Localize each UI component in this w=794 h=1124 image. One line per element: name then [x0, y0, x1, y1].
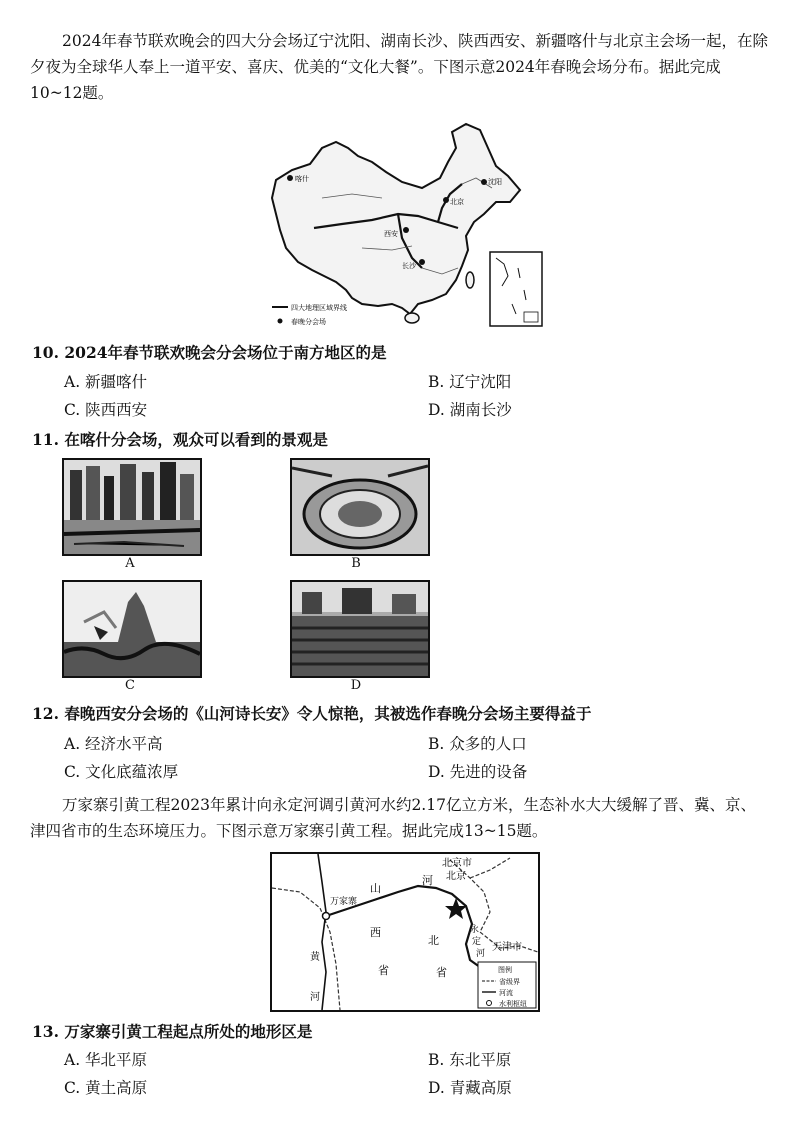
- intro-paragraph-2: 万家寨引黄工程2023年累计向永定河调引黄河水约2.17亿立方米，生态补水大大缓解了晋、冀、京、津四省市的生态环境压力。下图示意万家寨引黄工程。据此完成13~15题。: [30, 796, 756, 840]
- venue-marker-kashgar: [287, 175, 293, 181]
- photo-b-label: B: [351, 556, 361, 571]
- q13-option-a[interactable]: A. 华北平原: [64, 1051, 148, 1069]
- q12-option-d[interactable]: D. 先进的设备: [428, 763, 528, 781]
- svg-text:河: 河: [310, 992, 320, 1003]
- question-10: 10. 2024年春节联欢晚会分会场位于南方地区的是: [32, 343, 387, 362]
- q13-option-c[interactable]: C. 黄土高原: [64, 1079, 148, 1097]
- q10-option-b[interactable]: B. 辽宁沈阳: [428, 373, 512, 391]
- q13-option-b[interactable]: B. 东北平原: [428, 1051, 512, 1069]
- svg-text:黄: 黄: [310, 952, 320, 963]
- svg-text:水利枢纽: 水利枢纽: [499, 1000, 527, 1008]
- place-label-xian: 西安: [384, 230, 398, 238]
- svg-text:省: 省: [436, 966, 447, 979]
- place-label-shenyang: 沈阳: [488, 178, 502, 186]
- svg-text:省级界: 省级界: [499, 978, 520, 986]
- dam-marker: [323, 913, 330, 920]
- question-12: 12. 春晚西安分会场的《山河诗长安》令人惊艳，其被选作春晚分会场主要得益于: [32, 704, 592, 723]
- q12-option-b[interactable]: B. 众多的人口: [428, 735, 527, 753]
- svg-text:山: 山: [370, 882, 381, 895]
- q12-option-a[interactable]: A. 经济水平高: [64, 735, 163, 753]
- q10-option-d[interactable]: D. 湖南长沙: [428, 401, 512, 419]
- label-beijing: 北京: [446, 871, 466, 882]
- svg-text:西: 西: [370, 926, 381, 939]
- legend-boundary-label: 四大地理区域界线: [291, 304, 347, 312]
- svg-text:河: 河: [476, 949, 486, 959]
- question-13: 13. 万家寨引黄工程起点所处的地形区是: [32, 1022, 313, 1041]
- venue-marker-beijing: [443, 197, 449, 203]
- venue-marker-shenyang: [481, 179, 487, 185]
- photo-d-landscape: [290, 580, 430, 678]
- venue-marker-xian: [403, 227, 409, 233]
- photo-d-label: D: [350, 678, 362, 693]
- label-wanjiazhai: 万家寨: [330, 897, 358, 907]
- svg-text:河: 河: [422, 874, 433, 887]
- q10-option-a[interactable]: A. 新疆喀什: [64, 373, 148, 391]
- svg-text:河流: 河流: [499, 989, 513, 997]
- q12-option-c[interactable]: C. 文化底蕴浓厚: [64, 763, 179, 781]
- svg-text:定: 定: [472, 937, 482, 947]
- venue-marker-changsha: [419, 259, 425, 265]
- question-11: 11. 在喀什分会场，观众可以看到的景观是: [32, 430, 328, 449]
- q10-option-c[interactable]: C. 陕西西安: [64, 401, 148, 419]
- svg-text:北: 北: [428, 934, 439, 947]
- q13-option-d[interactable]: D. 青藏高原: [428, 1079, 512, 1097]
- place-label-changsha: 长沙: [402, 262, 416, 270]
- photo-b-landscape: [290, 458, 430, 556]
- label-tianjin: 天津市: [492, 942, 522, 953]
- label-beijing-city: 北京市: [442, 858, 472, 869]
- wanjiazhai-project-map: [270, 852, 540, 1012]
- legend-venue-label: 春晚分会场: [291, 318, 326, 326]
- svg-text:省: 省: [378, 964, 389, 977]
- china-venue-map: [262, 118, 552, 333]
- intro-paragraph-1: 2024年春节联欢晚会的四大分会场辽宁沈阳、湖南长沙、陕西西安、新疆喀什与北京主会场一起，在除夕夜为全球华人奉上一道平安、喜庆、优美的“文化大餐”。下图示意2024年春晚会场分布。据此完成10~12题。: [30, 32, 768, 102]
- svg-text:永: 永: [470, 925, 480, 935]
- photo-c-landscape: [62, 580, 202, 678]
- svg-text:图例: 图例: [498, 966, 512, 974]
- photo-a-label: A: [125, 556, 135, 571]
- place-label-kashgar: 喀什: [295, 175, 309, 183]
- photo-c-label: C: [125, 678, 135, 693]
- place-label-beijing: 北京: [450, 198, 464, 206]
- photo-a-landscape: [62, 458, 202, 556]
